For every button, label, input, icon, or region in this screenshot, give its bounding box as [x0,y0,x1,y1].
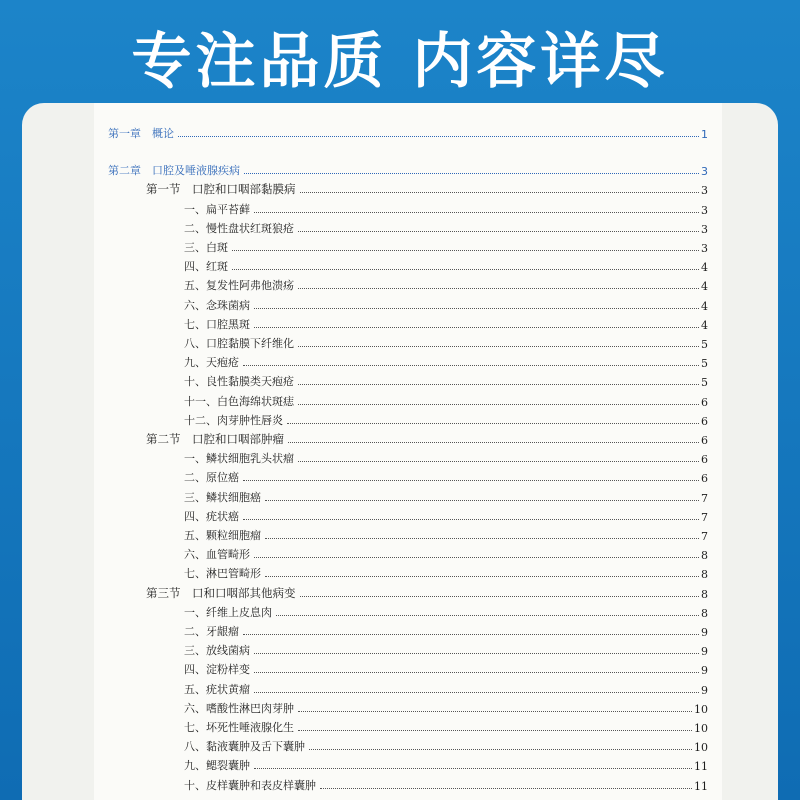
toc-item-row [94,696,722,716]
dot-leader [244,172,699,174]
dot-leader [298,729,692,731]
dot-leader [254,326,699,328]
toc-item-row [94,408,722,428]
toc-item-row [94,753,722,773]
toc-entry-title: 二、牙龈瘤 [184,625,239,638]
toc-entry-title: 第二节 口腔和口咽部肿瘤 [146,432,284,446]
dot-leader [243,479,699,481]
toc-entry-title: 十二、肉芽肿性唇炎 [184,413,283,427]
toc-page-number: 6 [701,434,708,447]
toc-page-number: 4 [701,261,708,275]
toc-page-number: 5 [701,338,708,351]
toc-entry-title: 三、放线菌病 [184,644,250,658]
toc-item-row [94,312,722,332]
dot-leader [276,614,699,616]
toc-section-row [94,427,722,447]
toc-page-number: 9 [701,683,708,697]
toc-chapter-row [94,121,722,141]
dot-leader [298,287,699,289]
toc-page-number: 6 [701,414,708,428]
toc-page-number: 4 [701,299,708,313]
toc-entry-title: 二、慢性盘状红斑狼疮 [184,221,294,235]
toc-page-number: 8 [701,606,708,620]
toc-page-number: 6 [701,453,708,467]
toc-page-number: 4 [701,318,708,332]
toc-page-number: 10 [694,702,708,716]
toc-entry-title: 十、皮样囊肿和表皮样囊肿 [184,778,316,792]
toc-entry-title: 一、纤维上皮息肉 [184,605,272,619]
toc-page-number: 9 [701,664,708,678]
toc-page-number: 6 [701,472,708,486]
toc-page-number: 7 [701,530,708,543]
toc-entry-title: 三、白斑 [184,241,228,254]
toc-page-number: 7 [701,510,708,524]
toc-item-row [94,293,722,313]
toc-item-row [94,600,722,620]
toc-item-row [94,485,722,505]
dot-leader [300,191,700,193]
toc-item-row [94,216,722,236]
dot-leader [254,211,699,213]
dot-leader [265,537,699,539]
dot-leader [265,575,699,577]
toc-entry-title: 五、疣状黄瘤 [184,682,250,696]
toc-entry-title: 六、嗜酸性淋巴肉芽肿 [184,701,294,715]
toc-item-row [94,254,722,274]
toc-page-number: 11 [694,760,708,774]
toc-entry-title: 六、血管畸形 [184,548,250,562]
toc-page-number: 3 [701,184,708,198]
toc-page-number: 6 [701,395,708,409]
toc-entry-title: 二、原位癌 [184,471,239,485]
dot-leader [254,671,699,673]
dot-leader [300,595,700,597]
toc-entry-title: 一、鳞状细胞乳头状瘤 [184,452,294,466]
toc-entry-title: 四、红斑 [184,260,228,274]
dot-leader [254,767,692,769]
toc-page-number: 10 [694,741,708,755]
dot-leader [288,441,699,443]
toc-page-number: 8 [701,587,708,601]
toc-item-row [94,657,722,677]
toc-entry-title: 第三节 口和口咽部其他病变 [146,585,296,600]
toc-page-number: 9 [701,626,708,639]
toc-item-row [94,734,722,754]
toc-chapter-row [94,158,722,178]
dot-leader [243,364,699,366]
toc-section-row [94,177,722,197]
toc-entry-title: 三、鳞状细胞癌 [184,490,261,504]
toc-entry-title: 九、天疱疮 [184,356,239,370]
toc-page-number: 7 [701,491,708,505]
toc-page-number: 3 [701,222,708,236]
toc-item-row [94,523,722,543]
dot-leader [232,249,699,251]
dot-leader [298,345,699,347]
toc-entry-title: 五、颗粒细胞瘤 [184,529,261,542]
toc-page-number: 8 [701,568,708,582]
toc-entry-title: 四、疣状癌 [184,509,239,523]
toc-page-number: 4 [701,280,708,294]
toc-entry-title: 七、口腔黑斑 [184,317,250,331]
toc-entry-title: 十一、白色海绵状斑痣 [184,394,294,408]
dot-leader [178,135,699,137]
banner [0,0,800,105]
dot-leader [243,633,699,635]
toc-item-row [94,638,722,658]
toc-item-row [94,773,722,793]
toc-item-row [94,331,722,351]
toc-page-number: 3 [701,203,708,217]
dot-leader [309,748,692,750]
content-card [22,103,778,800]
toc-page-number: 11 [694,779,708,793]
toc-page-number: 10 [694,722,708,735]
dot-leader [254,691,699,693]
toc-entry-title: 第一节 口腔和口咽部黏膜病 [146,182,296,197]
toc-entry-title: 十、良性黏膜类天疱疮 [184,375,294,389]
toc-entry-title: 五、复发性阿弗他溃疡 [184,279,294,293]
toc-entry-title: 八、黏液囊肿及舌下囊肿 [184,740,305,754]
dot-leader [287,422,699,424]
toc-page-number: 9 [701,645,708,659]
dot-leader [254,307,699,309]
dot-leader [254,652,699,654]
toc-item-row [94,677,722,697]
toc-entry-title: 七、坏死性唾液腺化生 [184,721,294,734]
dot-leader [298,403,699,405]
toc-page-number: 3 [701,242,708,255]
dot-leader [243,518,699,520]
toc-entry-title: 第二章 口腔及唾液腺疾病 [108,164,240,178]
dot-leader [320,787,692,789]
dot-leader [265,499,699,501]
toc-item-row [94,446,722,466]
dot-leader [254,556,699,558]
toc-item-row [94,350,722,370]
banner-title: 专注品质 内容详尽 [131,26,669,97]
dot-leader [298,383,699,385]
dot-leader [232,268,699,270]
toc-item-row [94,465,722,485]
toc-entry-title: 九、鳃裂囊肿 [184,759,250,773]
toc-item-row [94,715,722,735]
toc-entry-title: 四、淀粉样变 [184,663,250,677]
toc-page-number: 3 [701,165,708,179]
toc-entry-title: 一、扁平苔藓 [184,202,250,216]
dot-leader [298,230,699,232]
toc-page-number: 1 [701,128,708,141]
toc-page-number: 8 [701,549,708,563]
toc-item-row [94,504,722,524]
toc-entry-title: 八、口腔黏膜下纤维化 [184,337,294,350]
toc-entry-title: 七、淋巴管畸形 [184,567,261,581]
toc-item-row [94,197,722,217]
toc-item-row [94,542,722,562]
toc-page-number: 5 [701,376,708,390]
dot-leader [298,460,699,462]
toc-section-row [94,581,722,601]
dot-leader [298,710,692,712]
toc-page [94,103,722,800]
toc-item-row [94,273,722,293]
toc-item-row [94,369,722,389]
toc-item-row [94,389,722,409]
toc-page-number: 5 [701,357,708,371]
toc-item-row [94,619,722,639]
toc-item-row [94,561,722,581]
toc-entry-title: 六、念珠菌病 [184,298,250,312]
toc-item-row [94,235,722,255]
toc-entry-title: 第一章 概论 [108,127,174,140]
